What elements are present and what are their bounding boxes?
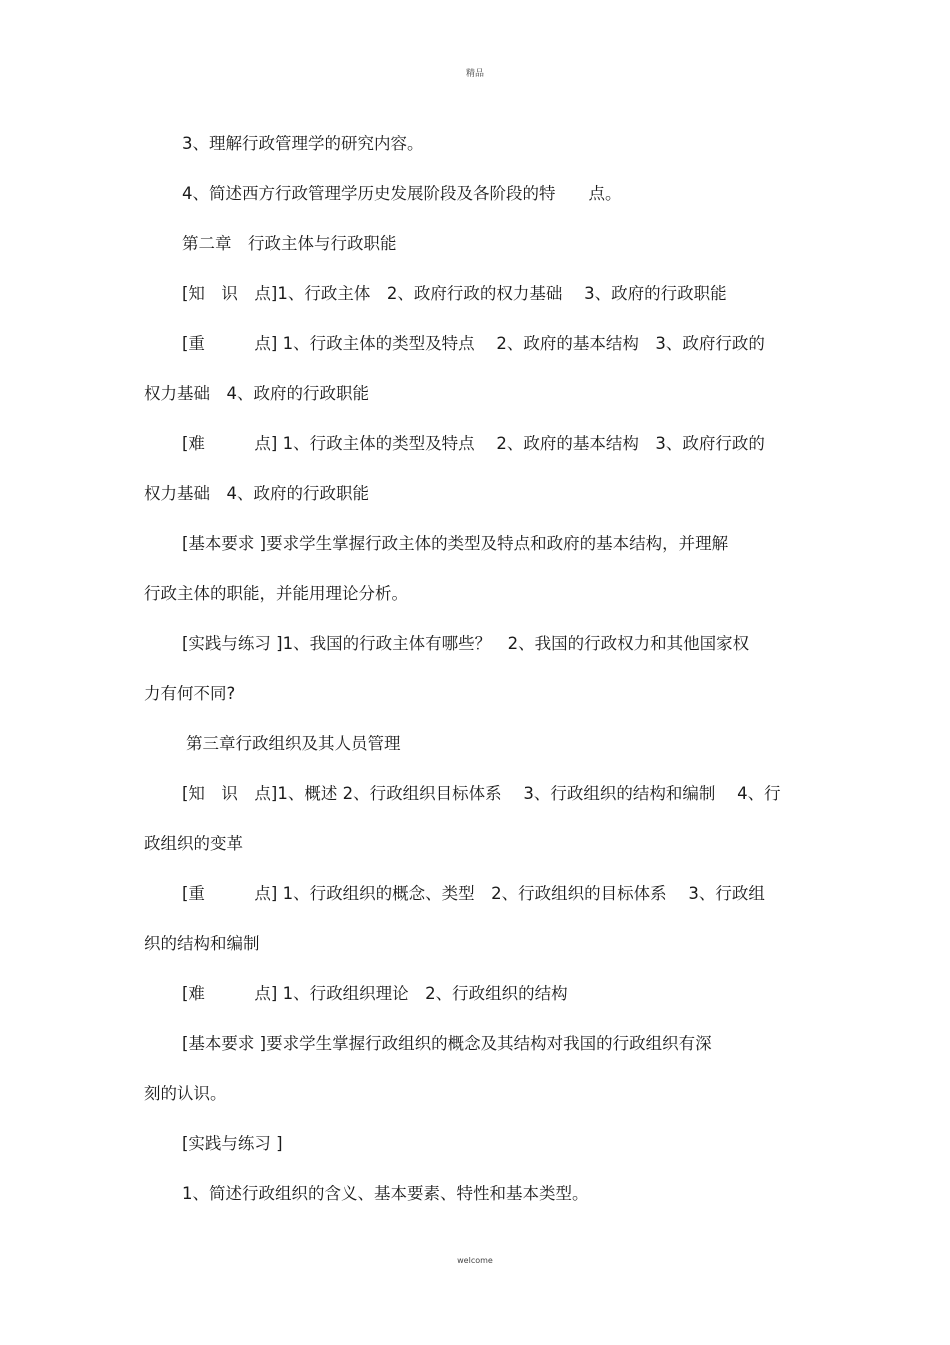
ch3-key-points-cont: 织的结构和编制 (144, 934, 260, 953)
ch2-key-points-cont: 权力基础 4、政府的行政职能 (144, 384, 369, 403)
ch2-basic-requirements: [基本要求 ]要求学生掌握行政主体的类型及特点和政府的基本结构，并理解 (182, 534, 729, 553)
ch2-basic-requirements-cont: 行政主体的职能，并能用理论分析。 (144, 584, 408, 603)
ch3-knowledge-points: [知 识 点]1、概述 2、行政组织目标体系 3、行政组织的结构和编制 4、行 (182, 784, 781, 803)
ch3-key-points: [重 点] 1、行政组织的概念、类型 2、行政组织的目标体系 3、行政组 (182, 884, 765, 903)
ch3-basic-requirements: [基本要求 ]要求学生掌握行政组织的概念及其结构对我国的行政组织有深 (182, 1034, 712, 1053)
ch3-basic-requirements-cont: 刻的认识。 (144, 1084, 227, 1103)
ch3-practice-heading: [实践与练习 ] (182, 1134, 283, 1153)
ch2-difficult-points-cont: 权力基础 4、政府的行政职能 (144, 484, 369, 503)
ch3-practice-item-1: 1、简述行政组织的含义、基本要素、特性和基本类型。 (182, 1184, 589, 1203)
text-line-1: 3、理解行政管理学的研究内容。 (182, 134, 424, 153)
chapter-3-title: 第三章行政组织及其人员管理 (186, 734, 401, 753)
ch2-knowledge-points: [知 识 点]1、行政主体 2、政府行政的权力基础 3、政府的行政职能 (182, 284, 727, 303)
ch3-difficult-points: [难 点] 1、行政组织理论 2、行政组织的结构 (182, 984, 568, 1003)
ch2-practice: [实践与练习 ]1、我国的行政主体有哪些？ 2、我国的行政权力和其他国家权 (182, 634, 750, 653)
page-header: 精品 (465, 69, 484, 79)
ch2-key-points: [重 点] 1、行政主体的类型及特点 2、政府的基本结构 3、政府行政的 (182, 334, 765, 353)
page-footer: welcome (457, 1256, 493, 1265)
ch3-knowledge-points-cont: 政组织的变革 (144, 834, 243, 853)
text-line-2: 4、简述西方行政管理学历史发展阶段及各阶段的特 点。 (182, 184, 622, 203)
ch2-practice-cont: 力有何不同? (144, 684, 236, 703)
ch2-difficult-points: [难 点] 1、行政主体的类型及特点 2、政府的基本结构 3、政府行政的 (182, 434, 765, 453)
chapter-2-title: 第二章 行政主体与行政职能 (182, 234, 397, 253)
